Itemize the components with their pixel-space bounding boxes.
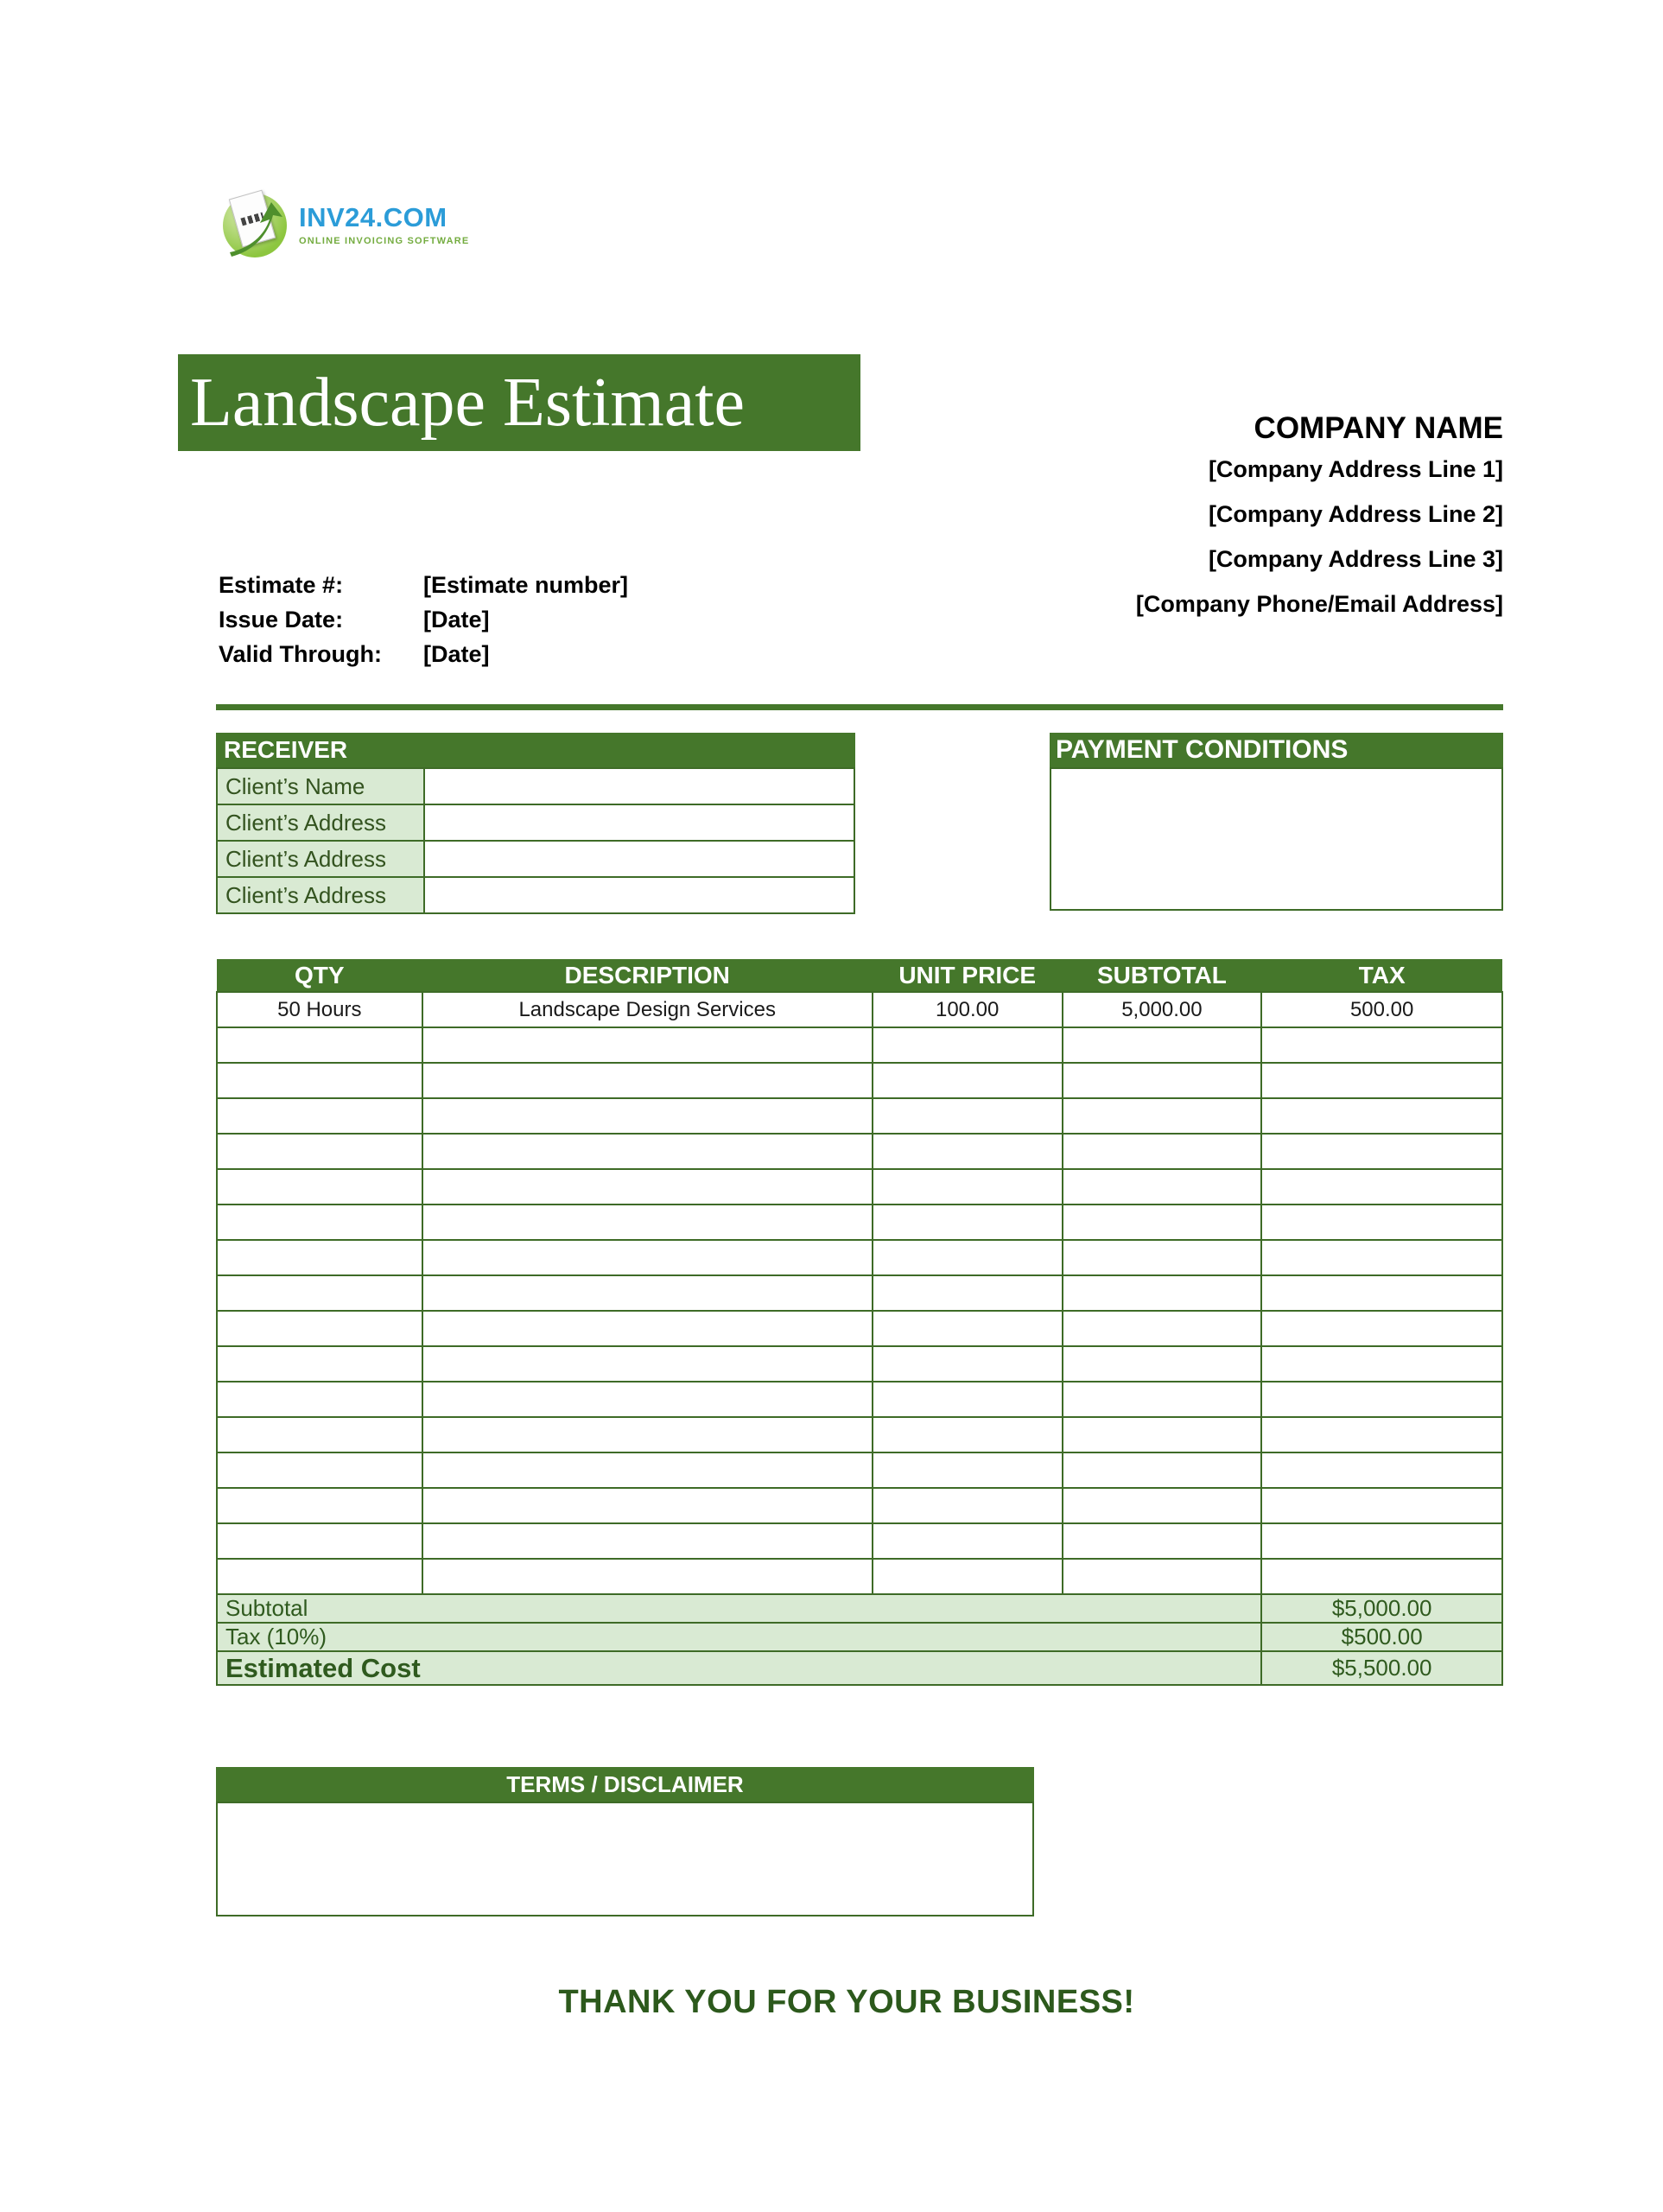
item-cell-empty[interactable]	[1063, 1523, 1262, 1559]
items-column-header: DESCRIPTION	[422, 959, 873, 992]
item-cell-empty[interactable]	[422, 1346, 873, 1382]
item-cell-empty[interactable]	[1261, 1382, 1502, 1417]
payment-conditions-section	[1050, 733, 1503, 911]
company-block	[1136, 411, 1503, 636]
company-phone-email[interactable]: [Company Phone/Email Address]	[1135, 591, 1503, 617]
item-cell-empty[interactable]	[1261, 1523, 1502, 1559]
item-cell[interactable]: 50 Hours	[217, 992, 422, 1027]
summary-row	[217, 1623, 1502, 1651]
item-cell-empty[interactable]	[1063, 1382, 1262, 1417]
items-body	[217, 992, 1502, 1594]
item-row-empty	[217, 1488, 1502, 1523]
receiver-header: RECEIVER	[216, 733, 855, 767]
issue-date-value[interactable]: [Date]	[423, 607, 490, 632]
item-cell-empty[interactable]	[873, 1063, 1063, 1098]
items-column-header: QTY	[217, 959, 422, 992]
item-cell-empty[interactable]	[873, 1169, 1063, 1205]
section-divider	[216, 704, 1503, 710]
item-cell-empty[interactable]	[422, 1523, 873, 1559]
document-title: Landscape Estimate	[178, 354, 860, 451]
item-row-empty	[217, 1382, 1502, 1417]
item-cell-empty[interactable]	[217, 1488, 422, 1523]
item-cell-empty[interactable]	[217, 1311, 422, 1346]
item-row-empty	[217, 1275, 1502, 1311]
item-cell-empty[interactable]	[873, 1275, 1063, 1311]
item-cell-empty[interactable]	[1261, 1346, 1502, 1382]
company-name: COMPANY NAME	[1254, 411, 1503, 445]
item-cell-empty[interactable]	[1063, 1240, 1262, 1275]
item-cell-empty[interactable]	[873, 1311, 1063, 1346]
summary-row	[217, 1651, 1502, 1685]
item-cell-empty[interactable]	[422, 1027, 873, 1063]
thank-you-message: THANK YOU FOR YOUR BUSINESS!	[558, 1984, 1135, 2020]
company-address-line-2[interactable]: [Company Address Line 2]	[1208, 501, 1503, 527]
item-cell-empty[interactable]	[1261, 1027, 1502, 1063]
item-cell[interactable]: 500.00	[1261, 992, 1502, 1027]
item-cell-empty[interactable]	[217, 1452, 422, 1488]
item-cell-empty[interactable]	[217, 1027, 422, 1063]
item-cell-empty[interactable]	[422, 1205, 873, 1240]
item-cell[interactable]: 100.00	[873, 992, 1063, 1027]
terms-box[interactable]	[216, 1802, 1034, 1916]
item-cell-empty[interactable]	[422, 1063, 873, 1098]
item-cell-empty[interactable]	[422, 1240, 873, 1275]
summary-label: Subtotal	[217, 1594, 1261, 1623]
item-cell-empty[interactable]	[1261, 1063, 1502, 1098]
item-cell-empty[interactable]	[217, 1134, 422, 1169]
item-row-empty	[217, 1134, 1502, 1169]
item-cell-empty[interactable]	[217, 1382, 422, 1417]
item-cell-empty[interactable]	[1063, 1275, 1262, 1311]
item-cell-empty[interactable]	[873, 1417, 1063, 1452]
item-cell[interactable]: 5,000.00	[1063, 992, 1262, 1027]
item-row-empty	[217, 1205, 1502, 1240]
company-address-line-3[interactable]: [Company Address Line 3]	[1208, 546, 1503, 572]
items-header-row	[217, 959, 1502, 992]
item-cell-empty[interactable]	[873, 1205, 1063, 1240]
item-cell-empty[interactable]	[422, 1169, 873, 1205]
item-cell-empty[interactable]	[217, 1169, 422, 1205]
receiver-row-label: Client’s Address	[217, 841, 424, 877]
item-cell-empty[interactable]	[217, 1523, 422, 1559]
item-cell-empty[interactable]	[1063, 1098, 1262, 1134]
item-row-empty	[217, 1169, 1502, 1205]
item-cell-empty[interactable]	[1261, 1205, 1502, 1240]
item-cell-empty[interactable]	[873, 1382, 1063, 1417]
item-cell-empty[interactable]	[422, 1311, 873, 1346]
summary-value: $5,000.00	[1261, 1594, 1502, 1623]
receiver-table-body	[217, 768, 854, 913]
item-cell-empty[interactable]	[873, 1559, 1063, 1594]
items-column-header: UNIT PRICE	[873, 959, 1063, 992]
summary-row	[217, 1594, 1502, 1623]
terms-header: TERMS / DISCLAIMER	[216, 1767, 1034, 1802]
item-cell-empty[interactable]	[217, 1205, 422, 1240]
items-table	[216, 959, 1503, 1686]
summary-label: Estimated Cost	[217, 1651, 1261, 1685]
item-row-empty	[217, 1346, 1502, 1382]
summary-value: $500.00	[1261, 1623, 1502, 1651]
item-cell-empty[interactable]	[422, 1488, 873, 1523]
item-cell-empty[interactable]	[1063, 1169, 1262, 1205]
receiver-row	[217, 877, 854, 913]
item-row-empty	[217, 1098, 1502, 1134]
receiver-row-label: Client’s Address	[217, 877, 424, 913]
item-cell-empty[interactable]	[1063, 1063, 1262, 1098]
item-cell-empty[interactable]	[1063, 1559, 1262, 1594]
item-cell-empty[interactable]	[1063, 1417, 1262, 1452]
item-cell-empty[interactable]	[1261, 1275, 1502, 1311]
payment-conditions-header: PAYMENT CONDITIONS	[1050, 733, 1503, 767]
receiver-row	[217, 768, 854, 804]
item-row-empty	[217, 1559, 1502, 1594]
receiver-section	[216, 733, 855, 914]
item-cell-empty[interactable]	[422, 1098, 873, 1134]
growth-arrow-icon	[221, 188, 297, 264]
item-cell-empty[interactable]	[1063, 1452, 1262, 1488]
receiver-row-value[interactable]	[424, 877, 854, 913]
item-row-empty	[217, 1063, 1502, 1098]
item-cell-empty[interactable]	[422, 1452, 873, 1488]
item-cell-empty[interactable]	[1261, 1488, 1502, 1523]
item-cell-empty[interactable]	[217, 1275, 422, 1311]
item-row-empty	[217, 1311, 1502, 1346]
logo-text	[299, 188, 469, 246]
receiver-row-value[interactable]	[424, 804, 854, 841]
payment-conditions-box[interactable]	[1050, 767, 1503, 911]
receiver-table	[216, 767, 855, 914]
terms-section	[216, 1767, 1034, 1916]
item-cell-empty[interactable]	[422, 1275, 873, 1311]
issue-date-label: Issue Date:	[219, 607, 344, 632]
item-cell-empty[interactable]	[217, 1240, 422, 1275]
item-row-empty	[217, 1027, 1502, 1063]
item-row-empty	[217, 1240, 1502, 1275]
receiver-row-label: Client’s Name	[217, 768, 424, 804]
item-row-empty	[217, 1417, 1502, 1452]
item-cell-empty[interactable]	[873, 1346, 1063, 1382]
item-cell-empty[interactable]	[422, 1559, 873, 1594]
summary-value: $5,500.00	[1261, 1651, 1502, 1685]
items-column-header: TAX	[1261, 959, 1502, 992]
item-cell-empty[interactable]	[217, 1346, 422, 1382]
item-cell-empty[interactable]	[1261, 1134, 1502, 1169]
logo-brand: INV24.COM	[299, 202, 447, 232]
items-column-header: SUBTOTAL	[1063, 959, 1262, 992]
estimate-number-value[interactable]: [Estimate number]	[423, 572, 629, 598]
receiver-row-value[interactable]	[424, 768, 854, 804]
receiver-row-value[interactable]	[424, 841, 854, 877]
company-address-line-1[interactable]: [Company Address Line 1]	[1208, 456, 1503, 482]
item-cell-empty[interactable]	[1261, 1559, 1502, 1594]
item-cell-empty[interactable]	[422, 1134, 873, 1169]
summary-label: Tax (10%)	[217, 1623, 1261, 1651]
item-cell-empty[interactable]	[1063, 1027, 1262, 1063]
item-cell-empty[interactable]	[1063, 1205, 1262, 1240]
estimate-info	[219, 572, 628, 668]
item-cell-empty[interactable]	[422, 1382, 873, 1417]
item-cell-empty[interactable]	[873, 1452, 1063, 1488]
item-cell-empty[interactable]	[1261, 1452, 1502, 1488]
item-cell-empty[interactable]	[1261, 1098, 1502, 1134]
valid-through-value[interactable]: [Date]	[423, 641, 490, 667]
item-cell-empty[interactable]	[873, 1098, 1063, 1134]
item-cell-empty[interactable]	[873, 1523, 1063, 1559]
item-cell-empty[interactable]	[873, 1134, 1063, 1169]
item-cell-empty[interactable]	[1063, 1134, 1262, 1169]
item-cell-empty[interactable]	[873, 1027, 1063, 1063]
logo-tagline: ONLINE INVOICING SOFTWARE	[299, 236, 470, 246]
item-cell-empty[interactable]	[217, 1063, 422, 1098]
valid-through-label: Valid Through:	[219, 641, 382, 667]
receiver-row-label: Client’s Address	[217, 804, 424, 841]
item-cell-empty[interactable]	[1261, 1240, 1502, 1275]
estimate-number-label: Estimate #:	[219, 572, 344, 598]
item-cell-empty[interactable]	[217, 1098, 422, 1134]
summary-body	[217, 1594, 1502, 1685]
item-cell-empty[interactable]	[873, 1240, 1063, 1275]
item-cell-empty[interactable]	[217, 1559, 422, 1594]
receiver-row	[217, 841, 854, 877]
item-cell-empty[interactable]	[1063, 1311, 1262, 1346]
inv24-logo	[221, 188, 469, 264]
item-cell-empty[interactable]	[1063, 1346, 1262, 1382]
item-cell[interactable]: Landscape Design Services	[422, 992, 873, 1027]
item-row	[217, 992, 1502, 1027]
item-cell-empty[interactable]	[422, 1417, 873, 1452]
item-cell-empty[interactable]	[1261, 1311, 1502, 1346]
item-cell-empty[interactable]	[873, 1488, 1063, 1523]
item-cell-empty[interactable]	[1063, 1488, 1262, 1523]
receiver-row	[217, 804, 854, 841]
item-cell-empty[interactable]	[217, 1417, 422, 1452]
item-row-empty	[217, 1452, 1502, 1488]
item-row-empty	[217, 1523, 1502, 1559]
item-cell-empty[interactable]	[1261, 1417, 1502, 1452]
item-cell-empty[interactable]	[1261, 1169, 1502, 1205]
invoice-paper-growth-arrow-icon	[221, 188, 297, 264]
